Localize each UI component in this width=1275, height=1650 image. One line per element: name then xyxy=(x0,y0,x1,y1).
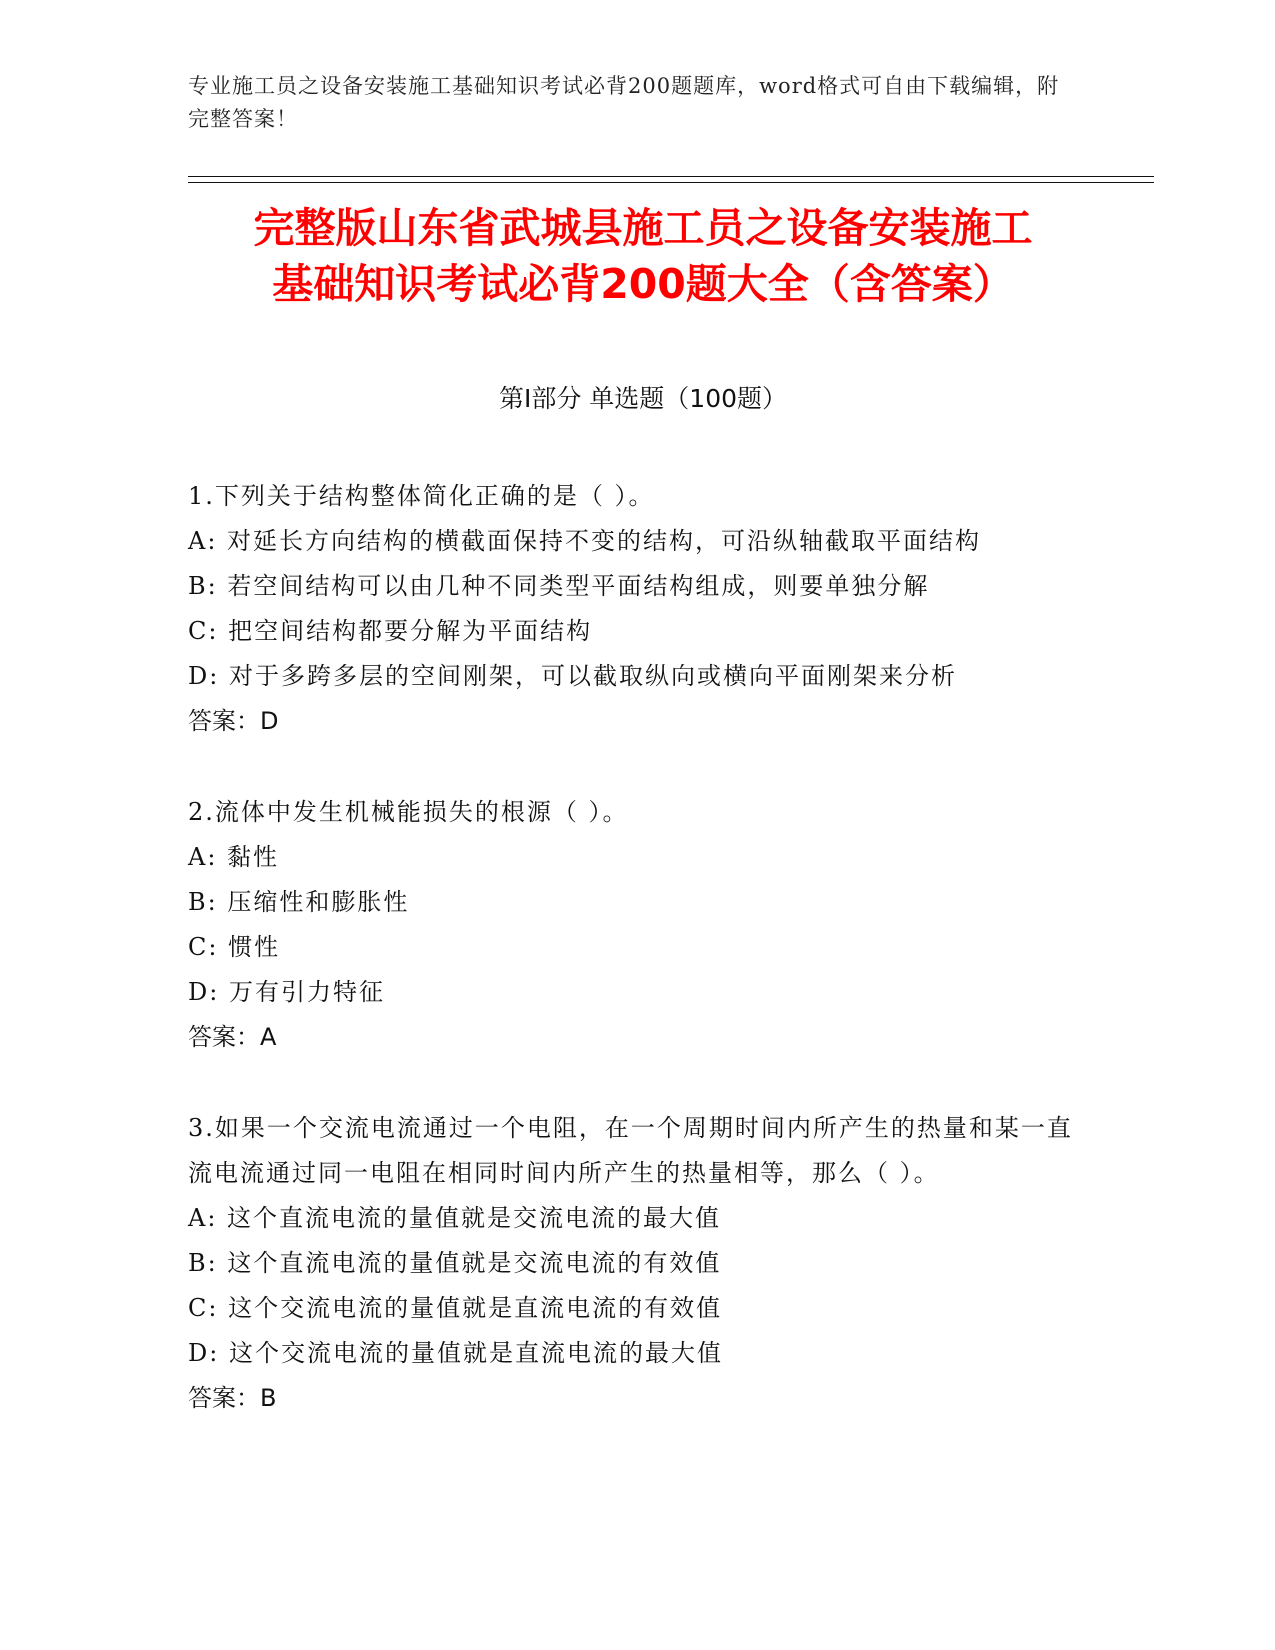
question-stem: 1.下列关于结构整体简化正确的是（ ）。 xyxy=(188,482,655,510)
option-d: D: 万有引力特征 xyxy=(188,978,385,1006)
question-1 xyxy=(188,474,1088,744)
option-a: A: 黏性 xyxy=(188,843,280,871)
section-heading: 第Ⅰ部分 单选题（100题） xyxy=(498,384,788,413)
option-d: D: 这个交流电流的量值就是直流电流的最大值 xyxy=(188,1339,723,1367)
question-2 xyxy=(188,790,1088,1060)
option-b: B: 压缩性和膨胀性 xyxy=(188,888,410,916)
option-a: A: 这个直流电流的量值就是交流电流的最大值 xyxy=(188,1204,722,1232)
answer: 答案：A xyxy=(188,1023,277,1051)
question-stem: 2.流体中发生机械能损失的根源（ ）。 xyxy=(188,798,629,826)
question-3 xyxy=(188,1106,1088,1421)
header-rule-top xyxy=(188,176,1154,177)
document-title-line-1: 完整版山东省武城县施工员之设备安装施工 xyxy=(253,204,1033,252)
answer: 答案：B xyxy=(188,1384,277,1412)
answer: 答案：D xyxy=(188,707,279,735)
option-d: D: 对于多跨多层的空间刚架，可以截取纵向或横向平面刚架来分析 xyxy=(188,662,957,690)
question-list xyxy=(188,474,1088,1467)
question-stem: 3.如果一个交流电流通过一个电阻，在一个周期时间内所产生的热量和某一直流电流通过同一电阻在相同时间内所产生的热量相等，那么（ ）。 xyxy=(188,1114,1073,1187)
option-c: C: 把空间结构都要分解为平面结构 xyxy=(188,617,593,645)
document-title-line-2: 基础知识考试必背200题大全（含答案） xyxy=(272,260,1014,308)
option-a: A: 对延长方向结构的横截面保持不变的结构，可沿纵轴截取平面结构 xyxy=(188,527,982,555)
document-title xyxy=(188,200,1098,312)
option-c: C: 这个交流电流的量值就是直流电流的有效值 xyxy=(188,1294,723,1322)
header-note: 专业施工员之设备安装施工基础知识考试必背200题题库，word格式可自由下载编辑，附完整答案！ xyxy=(188,74,1060,131)
option-b: B: 这个直流电流的量值就是交流电流的有效值 xyxy=(188,1249,722,1277)
option-c: C: 惯性 xyxy=(188,933,281,961)
option-b: B: 若空间结构可以由几种不同类型平面结构组成，则要单独分解 xyxy=(188,572,930,600)
header-rule-bottom xyxy=(188,182,1154,183)
